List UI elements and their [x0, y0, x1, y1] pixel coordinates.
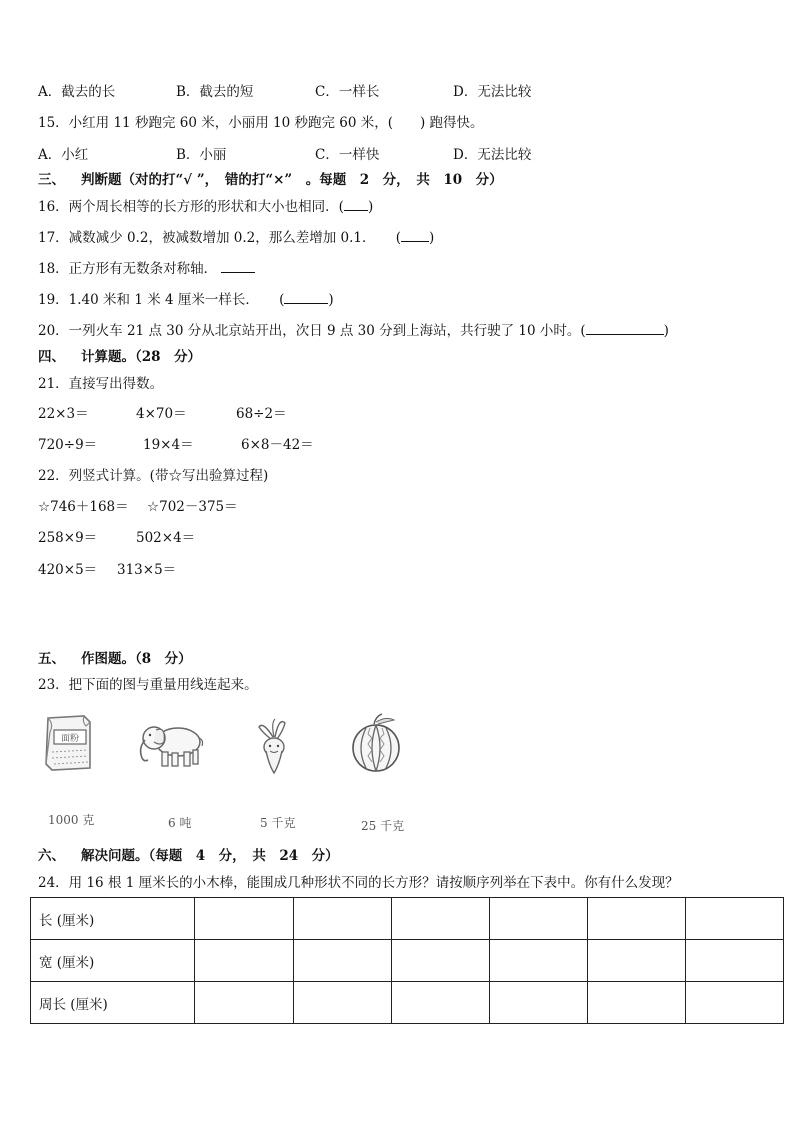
section-6-number: 六、 [38, 848, 65, 864]
q15-option-d: D．无法比较 [453, 147, 532, 163]
q18-text: 18．正方形有无数条对称轴． [38, 261, 218, 277]
section-5-heading [38, 650, 192, 668]
table-row [31, 982, 784, 1024]
q16-text: 16．两个周长相等的长方形的形状和大小也相同．( [38, 199, 344, 215]
table-cell[interactable] [392, 898, 490, 940]
flour-bag-label: 面粉 [60, 734, 80, 744]
q17-answer-blank[interactable] [401, 229, 429, 242]
q22-expr: 258×9＝ [38, 530, 98, 546]
table-row [31, 940, 784, 982]
q17-tail: ) [428, 230, 435, 246]
table-cell[interactable] [294, 940, 392, 982]
section-3-heading [38, 171, 503, 189]
q20-text: 20．一列火车 21 点 30 分从北京站开出，次日 9 点 30 分到上海站，共行驶了 10 小时。( [38, 323, 586, 339]
q21-expr: 68÷2＝ [236, 406, 287, 422]
weight-label: 5 千克 [260, 816, 296, 830]
q20-answer-blank[interactable] [586, 322, 664, 335]
q19-answer-blank[interactable] [284, 291, 328, 304]
section-6-title: 解决问题。（每题 4 分， 共 24 分） [81, 848, 339, 864]
weight-label: 25 千克 [361, 819, 405, 833]
table-cell[interactable] [588, 982, 686, 1024]
section-5-title: 作图题。（8 分） [81, 651, 192, 667]
q22-question: 22．列竖式计算。(带☆写出验算过程) [38, 468, 269, 484]
table-cell[interactable] [392, 940, 490, 982]
section-4-heading [38, 348, 201, 366]
q22-expr: 420×5＝ [38, 562, 98, 578]
table-cell[interactable] [294, 982, 392, 1024]
weight-label: 1000 克 [48, 813, 95, 827]
section-4-number: 四、 [38, 349, 65, 365]
q16-question [38, 198, 373, 216]
q18-answer-blank[interactable] [221, 260, 255, 273]
q22-expr: 502×4＝ [136, 530, 196, 546]
weight-label: 6 吨 [168, 816, 192, 830]
table-cell[interactable] [392, 982, 490, 1024]
rectangle-table [30, 897, 784, 1024]
q15-option-c: C．一样快 [315, 147, 380, 163]
q21-expr: 720÷9＝ [38, 437, 98, 453]
q19-question [38, 291, 334, 309]
q23-question: 23．把下面的图与重量用线连起来。 [38, 677, 258, 693]
section-6-heading [38, 847, 339, 865]
q16-answer-blank[interactable] [344, 198, 368, 211]
q20-tail: ) [663, 323, 669, 339]
table-cell[interactable] [490, 898, 588, 940]
q24-question: 24．用 16 根 1 厘米长的小木棒，能围成几种形状不同的长方形？请按顺序列举在下表中。你有什么发现？ [38, 875, 679, 891]
section-4-title: 计算题。（28 分） [81, 349, 202, 365]
q22-expr: ☆746＋168＝ [38, 499, 129, 515]
table-cell[interactable] [195, 982, 294, 1024]
flour-bag-icon [40, 712, 96, 774]
watermelon-icon [350, 712, 402, 774]
table-cell[interactable] [294, 898, 392, 940]
table-cell[interactable] [686, 898, 784, 940]
section-3-title: 判断题（对的打“√ ”， 错的打“×” 。每题 2 分， 共 10 分） [81, 172, 503, 188]
row-header: 周长 (厘米) [31, 982, 195, 1024]
q21-expr: 19×4＝ [143, 437, 194, 453]
q17-text: 17．减数减少 0.2，被减数增加 0.2，那么差增加 0.1． ( [38, 230, 401, 246]
table-cell[interactable] [588, 898, 686, 940]
section-3-number: 三、 [38, 172, 65, 188]
q21-question: 21．直接写出得数。 [38, 376, 164, 392]
table-cell[interactable] [588, 940, 686, 982]
q16-tail: ) [367, 199, 374, 215]
q14-option-c: C．一样长 [315, 84, 380, 100]
table-cell[interactable] [490, 982, 588, 1024]
q22-expr: 313×5＝ [117, 562, 177, 578]
section-5-number: 五、 [38, 651, 65, 667]
q22-expr: ☆702－375＝ [147, 499, 238, 515]
q15-option-b: B．小丽 [176, 147, 227, 163]
q17-question [38, 229, 434, 247]
table-cell[interactable] [195, 940, 294, 982]
table-cell[interactable] [195, 898, 294, 940]
q15-question: 15．小红用 11 秒跑完 60 米，小丽用 10 秒跑完 60 米，( ) 跑得快。 [38, 115, 484, 131]
elephant-icon [136, 720, 206, 772]
table-row [31, 898, 784, 940]
q19-tail: ) [328, 292, 334, 308]
q21-expr: 22×3＝ [38, 406, 89, 422]
row-header: 长 (厘米) [31, 898, 195, 940]
q21-expr: 4×70＝ [136, 406, 187, 422]
q18-question [38, 260, 255, 278]
radish-icon [253, 715, 295, 777]
table-cell[interactable] [490, 940, 588, 982]
table-cell[interactable] [686, 940, 784, 982]
q20-question [38, 322, 669, 340]
q14-option-d: D．无法比较 [453, 84, 532, 100]
q19-text: 19．1.40 米和 1 米 4 厘米一样长． ( [38, 292, 285, 308]
q14-option-b: B．截去的短 [176, 84, 254, 100]
q21-expr: 6×8－42＝ [241, 437, 314, 453]
table-cell[interactable] [686, 982, 784, 1024]
row-header: 宽 (厘米) [31, 940, 195, 982]
q14-option-a: A．截去的长 [38, 84, 116, 100]
q15-option-a: A．小红 [38, 147, 89, 163]
